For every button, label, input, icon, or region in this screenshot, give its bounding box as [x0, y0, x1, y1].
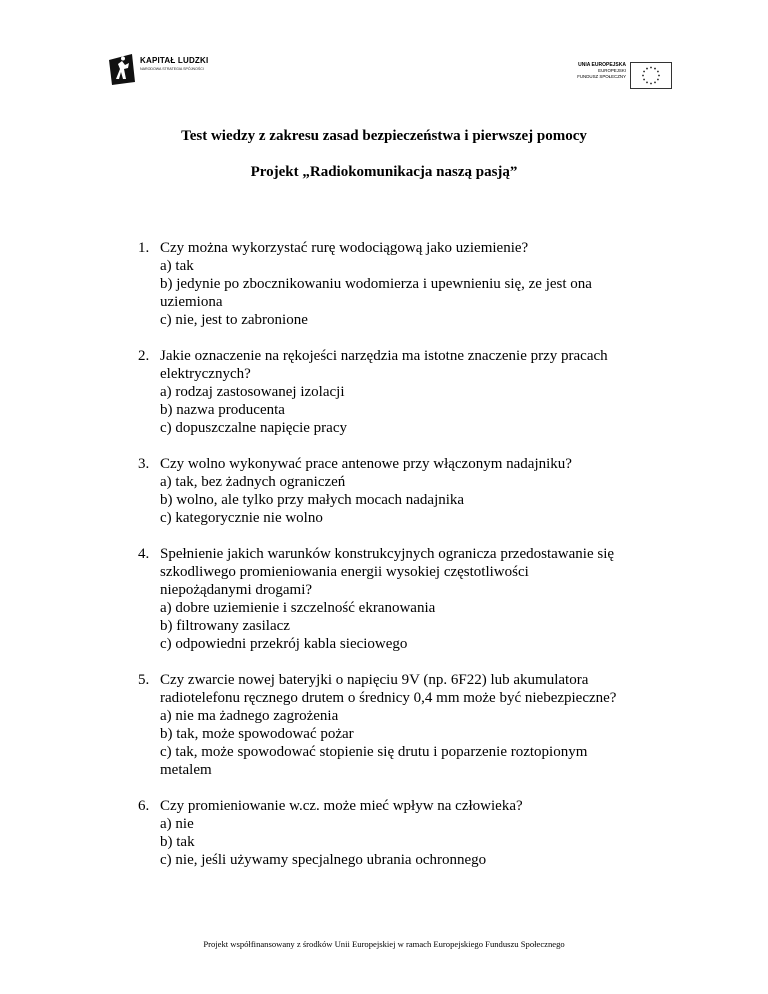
question-number: 4. — [138, 546, 150, 562]
answer-line: metalem — [160, 762, 212, 778]
answer-line: c) nie, jeśli używamy specjalnego ubrania ochronnego — [160, 852, 487, 868]
eu-star-icon — [658, 75, 660, 77]
answer-line: b) wolno, ale tylko przy małych mocach nadajnika — [160, 492, 465, 508]
question-1 — [138, 239, 698, 329]
eu-star-icon — [654, 68, 656, 70]
question-3 — [138, 455, 698, 527]
question-text: Czy wolno wykonywać prace antenowe przy włączonym nadajniku? — [160, 456, 572, 472]
answer-line: a) dobre uziemienie i szczelność ekranowania — [160, 600, 436, 616]
answer-line: c) odpowiedni przekrój kabla sieciowego — [160, 636, 408, 652]
question-number: 6. — [138, 798, 150, 814]
question-text: Jakie oznaczenie na rękojeści narzędzia ma istotne znaczenie przy pracach — [160, 348, 608, 364]
eu-logo-line1: UNIA EUROPEJSKA — [578, 62, 626, 68]
question-number: 2. — [138, 348, 150, 364]
eu-flag-icon — [630, 62, 672, 89]
question-4 — [138, 545, 698, 653]
question-text: radiotelefonu ręcznego drutem o średnicy 0,4 mm może być niebezpieczne? — [160, 690, 617, 706]
question-list — [138, 239, 698, 887]
answer-line: c) tak, może spowodować stopienie się drutu i poparzenie roztopionym — [160, 744, 588, 760]
question-text: Czy promieniowanie w.cz. może mieć wpływ na człowieka? — [160, 798, 523, 814]
answer-line: a) tak — [160, 258, 194, 274]
question-text: niepożądanymi drogami? — [160, 582, 313, 598]
answer-line: a) nie — [160, 816, 194, 832]
kapital-ludzki-name: KAPITAŁ LUDZKI — [140, 56, 209, 65]
question-number: 1. — [138, 240, 150, 256]
eu-star-icon — [643, 79, 645, 81]
page-header — [0, 0, 768, 110]
answer-line: uziemiona — [160, 294, 223, 310]
question-2 — [138, 347, 698, 437]
question-number: 5. — [138, 672, 150, 688]
question-text: Spełnienie jakich warunków konstrukcyjnych ogranicza przedostawanie się — [160, 546, 615, 562]
answer-line: b) tak, może spowodować pożar — [160, 726, 354, 742]
question-text: Czy zwarcie nowej bateryjki o napięciu 9V (np. 6F22) lub akumulatora — [160, 672, 589, 688]
page-footer: Projekt współfinansowany z środków Unii Europejskiej w ramach Europejskiego Funduszu Społecznego — [203, 939, 565, 949]
eu-star-icon — [643, 71, 645, 73]
answer-line: b) tak — [160, 834, 195, 850]
eu-star-icon — [650, 83, 652, 85]
eu-star-icon — [646, 82, 648, 84]
page-title: Test wiedzy z zakresu zasad bezpieczeństwa i pierwszej pomocy — [181, 128, 587, 144]
question-text: Czy można wykorzystać rurę wodociągową jako uziemienie? — [160, 240, 529, 256]
answer-line: a) rodzaj zastosowanej izolacji — [160, 384, 345, 400]
eu-star-icon — [654, 82, 656, 84]
answer-line: b) jedynie po zbocznikowaniu wodomierza i upewnieniu się, ze jest ona — [160, 276, 592, 292]
eu-star-icon — [650, 67, 652, 69]
question-5 — [138, 671, 698, 779]
question-text: szkodliwego promieniowania energii wysokiej częstotliwości — [160, 564, 529, 580]
eu-logo-line2: EUROPEJSKI — [598, 68, 626, 73]
eu-star-icon — [646, 68, 648, 70]
answer-line: c) dopuszczalne napięcie pracy — [160, 420, 347, 436]
kapital-ludzki-emblem-icon — [106, 52, 138, 86]
question-text: elektrycznych? — [160, 366, 251, 382]
answer-line: a) tak, bez żadnych ograniczeń — [160, 474, 346, 490]
project-title: Projekt „Radiokomunikacja naszą pasją” — [250, 164, 518, 180]
kapital-ludzki-logo — [106, 52, 236, 88]
answer-line: b) filtrowany zasilacz — [160, 618, 290, 634]
kapital-ludzki-subtitle: NARODOWA STRATEGIA SPÓJNOŚCI — [140, 67, 204, 71]
eu-logo-text — [577, 62, 626, 80]
answer-line: c) kategorycznie nie wolno — [160, 510, 323, 526]
answer-line: a) nie ma żadnego zagrożenia — [160, 708, 339, 724]
eu-star-icon — [657, 79, 659, 81]
eu-logo — [566, 62, 672, 90]
eu-star-icon — [657, 71, 659, 73]
answer-line: c) nie, jest to zabronione — [160, 312, 308, 328]
eu-logo-line3: FUNDUSZ SPOŁECZNY — [577, 74, 626, 79]
answer-line: b) nazwa producenta — [160, 402, 285, 418]
eu-star-icon — [642, 75, 644, 77]
question-6 — [138, 797, 698, 869]
question-number: 3. — [138, 456, 150, 472]
